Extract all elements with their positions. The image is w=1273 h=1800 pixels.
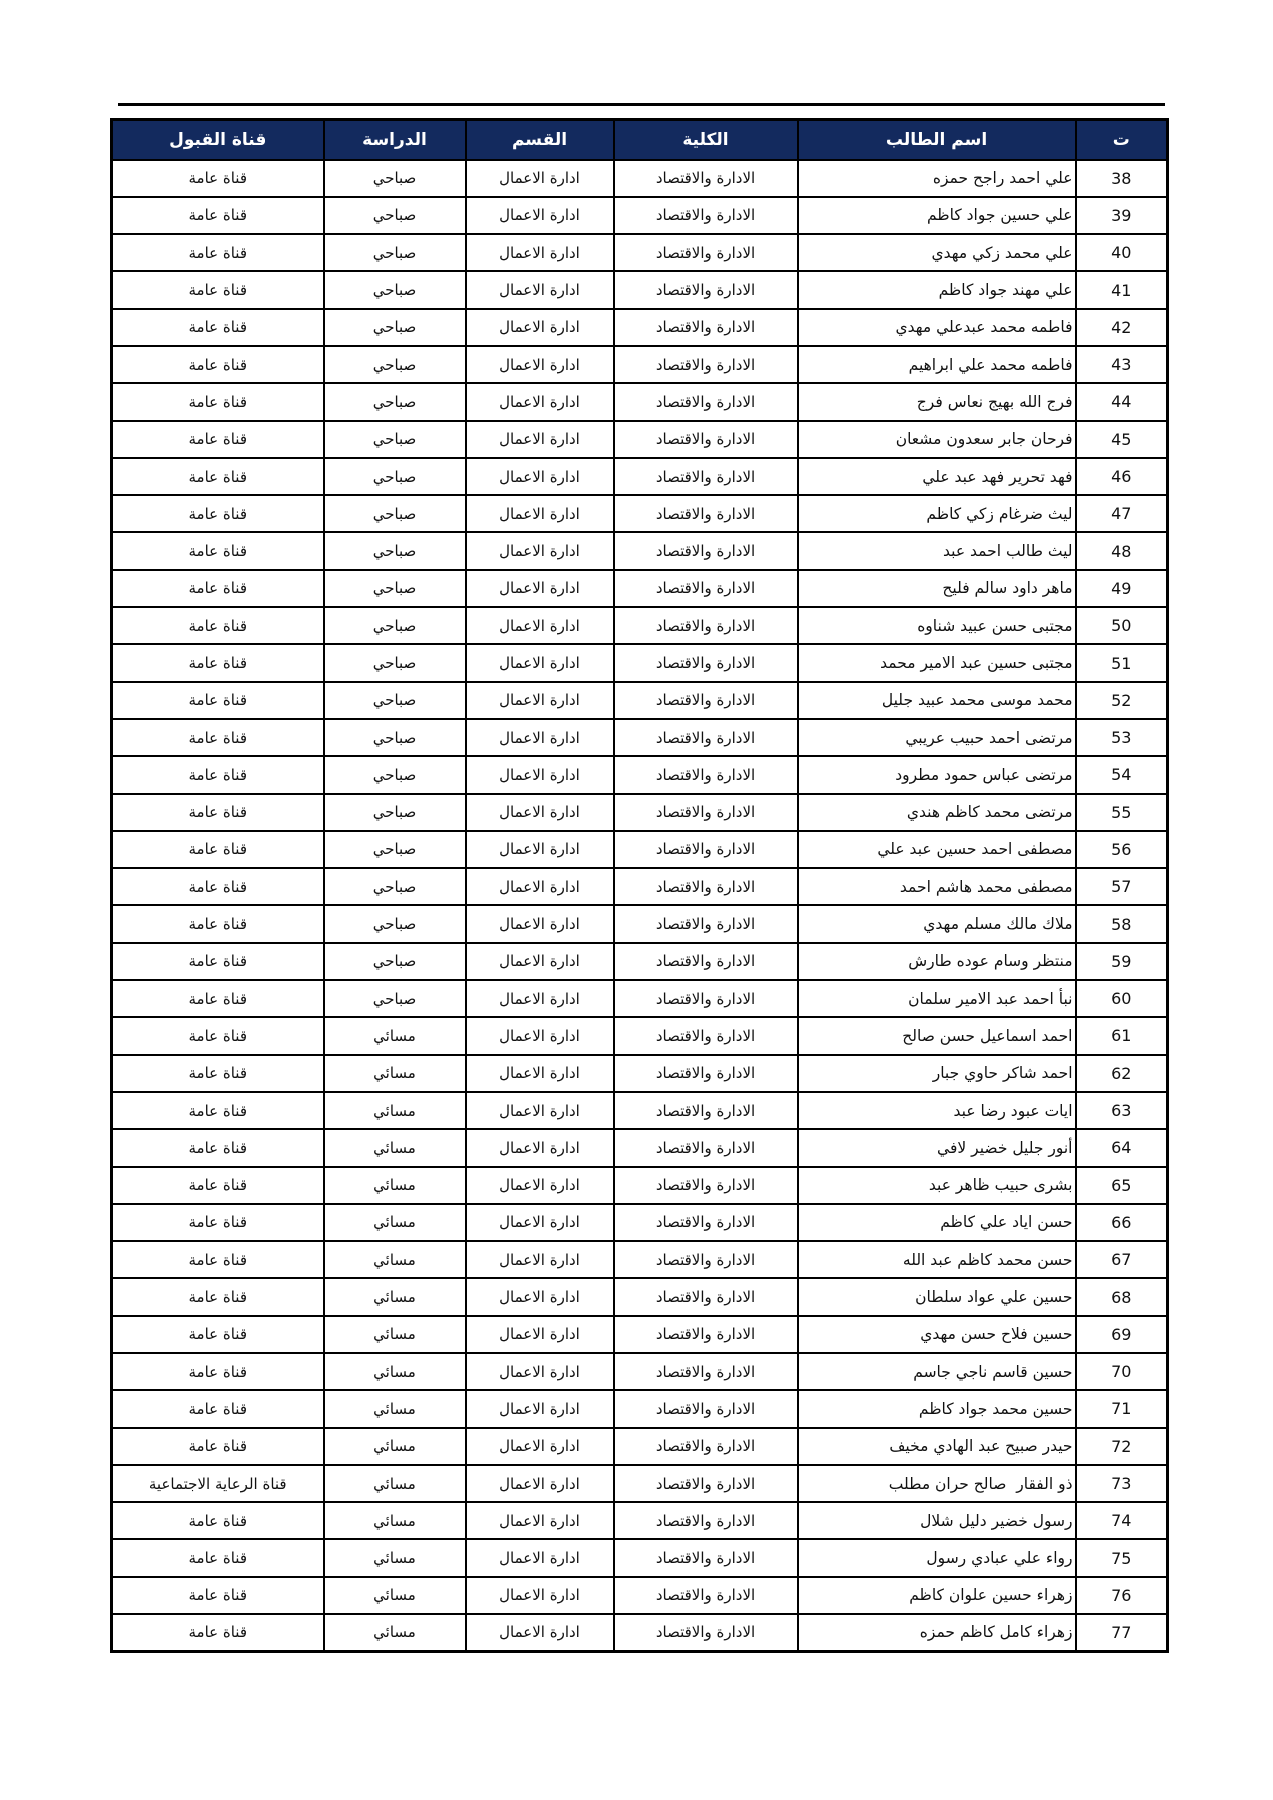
cell-channel: قناة عامة xyxy=(112,756,324,793)
cell-college: الادارة والاقتصاد xyxy=(614,1539,798,1576)
cell-study: صباحي xyxy=(324,271,466,308)
cell-dept: ادارة الاعمال xyxy=(466,1204,614,1241)
table-row xyxy=(112,234,1168,271)
cell-study: مسائي xyxy=(324,1092,466,1129)
cell-college: الادارة والاقتصاد xyxy=(614,532,798,569)
cell-channel: قناة عامة xyxy=(112,346,324,383)
cell-study: مسائي xyxy=(324,1204,466,1241)
cell-name: زهراء حسين علوان كاظم xyxy=(798,1577,1076,1614)
cell-college: الادارة والاقتصاد xyxy=(614,1316,798,1353)
cell-channel: قناة عامة xyxy=(112,1241,324,1278)
cell-college: الادارة والاقتصاد xyxy=(614,719,798,756)
cell-study: صباحي xyxy=(324,160,466,197)
cell-college: الادارة والاقتصاد xyxy=(614,644,798,681)
cell-no: 68 xyxy=(1076,1278,1168,1315)
cell-name: مجتبى حسين عبد الامير محمد xyxy=(798,644,1076,681)
cell-college: الادارة والاقتصاد xyxy=(614,309,798,346)
cell-name: احمد اسماعيل حسن صالح xyxy=(798,1017,1076,1054)
table-row xyxy=(112,421,1168,458)
cell-no: 67 xyxy=(1076,1241,1168,1278)
cell-no: 74 xyxy=(1076,1502,1168,1539)
cell-no: 45 xyxy=(1076,421,1168,458)
cell-channel: قناة عامة xyxy=(112,1055,324,1092)
table-row xyxy=(112,1092,1168,1129)
cell-no: 63 xyxy=(1076,1092,1168,1129)
cell-no: 44 xyxy=(1076,383,1168,420)
cell-dept: ادارة الاعمال xyxy=(466,1017,614,1054)
cell-dept: ادارة الاعمال xyxy=(466,980,614,1017)
table-row xyxy=(112,1241,1168,1278)
table-row xyxy=(112,1129,1168,1166)
cell-no: 64 xyxy=(1076,1129,1168,1166)
cell-study: صباحي xyxy=(324,570,466,607)
cell-no: 53 xyxy=(1076,719,1168,756)
table-row xyxy=(112,607,1168,644)
cell-dept: ادارة الاعمال xyxy=(466,1539,614,1576)
cell-college: الادارة والاقتصاد xyxy=(614,570,798,607)
cell-no: 72 xyxy=(1076,1428,1168,1465)
cell-channel: قناة عامة xyxy=(112,868,324,905)
cell-name: حسين قاسم ناجي جاسم xyxy=(798,1353,1076,1390)
cell-study: صباحي xyxy=(324,346,466,383)
cell-college: الادارة والاقتصاد xyxy=(614,1204,798,1241)
cell-college: الادارة والاقتصاد xyxy=(614,1353,798,1390)
header-cell-number: ت xyxy=(1076,120,1168,160)
cell-channel: قناة عامة xyxy=(112,458,324,495)
cell-name: فهد تحرير فهد عبد علي xyxy=(798,458,1076,495)
cell-study: صباحي xyxy=(324,421,466,458)
table-row xyxy=(112,1316,1168,1353)
table-row xyxy=(112,831,1168,868)
cell-no: 52 xyxy=(1076,682,1168,719)
cell-no: 48 xyxy=(1076,532,1168,569)
cell-study: صباحي xyxy=(324,644,466,681)
cell-study: مسائي xyxy=(324,1353,466,1390)
cell-dept: ادارة الاعمال xyxy=(466,1614,614,1651)
cell-college: الادارة والاقتصاد xyxy=(614,682,798,719)
cell-name: بشرى حبيب ظاهر عبد xyxy=(798,1167,1076,1204)
table-row xyxy=(112,943,1168,980)
cell-study: صباحي xyxy=(324,943,466,980)
cell-dept: ادارة الاعمال xyxy=(466,607,614,644)
cell-no: 66 xyxy=(1076,1204,1168,1241)
cell-study: صباحي xyxy=(324,905,466,942)
table-row xyxy=(112,160,1168,197)
cell-college: الادارة والاقتصاد xyxy=(614,1017,798,1054)
cell-study: صباحي xyxy=(324,383,466,420)
table-row xyxy=(112,1278,1168,1315)
students-table xyxy=(110,118,1169,1653)
cell-study: صباحي xyxy=(324,532,466,569)
table-row xyxy=(112,905,1168,942)
table-row xyxy=(112,570,1168,607)
cell-channel: قناة عامة xyxy=(112,1539,324,1576)
cell-study: مسائي xyxy=(324,1167,466,1204)
cell-college: الادارة والاقتصاد xyxy=(614,1614,798,1651)
cell-dept: ادارة الاعمال xyxy=(466,1241,614,1278)
cell-college: الادارة والاقتصاد xyxy=(614,831,798,868)
cell-study: مسائي xyxy=(324,1390,466,1427)
cell-name: أنور جليل خضير لافي xyxy=(798,1129,1076,1166)
cell-dept: ادارة الاعمال xyxy=(466,831,614,868)
cell-name: ماهر داود سالم فليح xyxy=(798,570,1076,607)
table-row xyxy=(112,1465,1168,1502)
cell-channel: قناة عامة xyxy=(112,682,324,719)
cell-college: الادارة والاقتصاد xyxy=(614,1129,798,1166)
table-row xyxy=(112,644,1168,681)
cell-no: 77 xyxy=(1076,1614,1168,1651)
cell-name: احمد شاكر حاوي جبار xyxy=(798,1055,1076,1092)
cell-study: صباحي xyxy=(324,980,466,1017)
cell-name: علي مهند جواد كاظم xyxy=(798,271,1076,308)
cell-name: حسن اياد علي كاظم xyxy=(798,1204,1076,1241)
cell-channel: قناة عامة xyxy=(112,980,324,1017)
cell-dept: ادارة الاعمال xyxy=(466,495,614,532)
cell-college: الادارة والاقتصاد xyxy=(614,234,798,271)
cell-college: الادارة والاقتصاد xyxy=(614,346,798,383)
cell-study: صباحي xyxy=(324,197,466,234)
header-cell-dept: القسم xyxy=(466,120,614,160)
cell-college: الادارة والاقتصاد xyxy=(614,1278,798,1315)
cell-channel: قناة عامة xyxy=(112,570,324,607)
cell-name: فرج الله بهيج نعاس فرج xyxy=(798,383,1076,420)
header-row xyxy=(112,120,1168,160)
cell-channel: قناة عامة xyxy=(112,1129,324,1166)
cell-name: مرتضى احمد حبيب عريبي xyxy=(798,719,1076,756)
cell-no: 42 xyxy=(1076,309,1168,346)
cell-channel: قناة عامة xyxy=(112,421,324,458)
cell-no: 50 xyxy=(1076,607,1168,644)
cell-dept: ادارة الاعمال xyxy=(466,383,614,420)
table-row xyxy=(112,346,1168,383)
cell-dept: ادارة الاعمال xyxy=(466,1465,614,1502)
cell-channel: قناة عامة xyxy=(112,495,324,532)
cell-study: مسائي xyxy=(324,1055,466,1092)
cell-dept: ادارة الاعمال xyxy=(466,756,614,793)
cell-channel: قناة عامة xyxy=(112,160,324,197)
cell-dept: ادارة الاعمال xyxy=(466,1278,614,1315)
cell-study: مسائي xyxy=(324,1129,466,1166)
cell-no: 39 xyxy=(1076,197,1168,234)
cell-college: الادارة والاقتصاد xyxy=(614,868,798,905)
cell-channel: قناة عامة xyxy=(112,383,324,420)
cell-name: حسين فلاح حسن مهدي xyxy=(798,1316,1076,1353)
table-row xyxy=(112,1502,1168,1539)
cell-no: 57 xyxy=(1076,868,1168,905)
table-row xyxy=(112,495,1168,532)
cell-no: 69 xyxy=(1076,1316,1168,1353)
cell-name: ايات عبود رضا عبد xyxy=(798,1092,1076,1129)
cell-dept: ادارة الاعمال xyxy=(466,1167,614,1204)
cell-college: الادارة والاقتصاد xyxy=(614,1577,798,1614)
cell-college: الادارة والاقتصاد xyxy=(614,1092,798,1129)
cell-dept: ادارة الاعمال xyxy=(466,1502,614,1539)
cell-dept: ادارة الاعمال xyxy=(466,1390,614,1427)
cell-college: الادارة والاقتصاد xyxy=(614,421,798,458)
cell-channel: قناة عامة xyxy=(112,1017,324,1054)
cell-channel: قناة الرعاية الاجتماعية xyxy=(112,1465,324,1502)
cell-channel: قناة عامة xyxy=(112,943,324,980)
cell-college: الادارة والاقتصاد xyxy=(614,1502,798,1539)
cell-no: 58 xyxy=(1076,905,1168,942)
cell-study: صباحي xyxy=(324,794,466,831)
cell-name: منتظر وسام عوده طارش xyxy=(798,943,1076,980)
cell-college: الادارة والاقتصاد xyxy=(614,905,798,942)
cell-name: نبأ احمد عبد الامير سلمان xyxy=(798,980,1076,1017)
cell-channel: قناة عامة xyxy=(112,1614,324,1651)
cell-channel: قناة عامة xyxy=(112,197,324,234)
table-row xyxy=(112,532,1168,569)
cell-study: صباحي xyxy=(324,458,466,495)
cell-dept: ادارة الاعمال xyxy=(466,644,614,681)
table-row xyxy=(112,1428,1168,1465)
cell-name: علي حسين جواد كاظم xyxy=(798,197,1076,234)
cell-channel: قناة عامة xyxy=(112,905,324,942)
cell-college: الادارة والاقتصاد xyxy=(614,794,798,831)
cell-study: مسائي xyxy=(324,1428,466,1465)
cell-channel: قناة عامة xyxy=(112,719,324,756)
cell-college: الادارة والاقتصاد xyxy=(614,383,798,420)
cell-dept: ادارة الاعمال xyxy=(466,421,614,458)
cell-name: فاطمه محمد عبدعلي مهدي xyxy=(798,309,1076,346)
cell-no: 38 xyxy=(1076,160,1168,197)
cell-no: 60 xyxy=(1076,980,1168,1017)
cell-name: مصطفى احمد حسين عبد علي xyxy=(798,831,1076,868)
cell-dept: ادارة الاعمال xyxy=(466,943,614,980)
cell-study: مسائي xyxy=(324,1241,466,1278)
cell-study: صباحي xyxy=(324,756,466,793)
cell-dept: ادارة الاعمال xyxy=(466,1577,614,1614)
cell-channel: قناة عامة xyxy=(112,1577,324,1614)
cell-no: 54 xyxy=(1076,756,1168,793)
cell-dept: ادارة الاعمال xyxy=(466,719,614,756)
table-row xyxy=(112,719,1168,756)
cell-study: صباحي xyxy=(324,607,466,644)
cell-name: فرحان جابر سعدون مشعان xyxy=(798,421,1076,458)
cell-dept: ادارة الاعمال xyxy=(466,1316,614,1353)
cell-study: مسائي xyxy=(324,1017,466,1054)
cell-channel: قناة عامة xyxy=(112,1278,324,1315)
table-row xyxy=(112,1577,1168,1614)
cell-college: الادارة والاقتصاد xyxy=(614,271,798,308)
cell-channel: قناة عامة xyxy=(112,831,324,868)
cell-channel: قناة عامة xyxy=(112,271,324,308)
cell-study: مسائي xyxy=(324,1465,466,1502)
cell-name: علي محمد زكي مهدي xyxy=(798,234,1076,271)
cell-college: الادارة والاقتصاد xyxy=(614,1428,798,1465)
cell-dept: ادارة الاعمال xyxy=(466,1428,614,1465)
table-row xyxy=(112,1539,1168,1576)
cell-college: الادارة والاقتصاد xyxy=(614,1465,798,1502)
table-row xyxy=(112,1614,1168,1651)
cell-study: صباحي xyxy=(324,309,466,346)
cell-study: صباحي xyxy=(324,719,466,756)
cell-no: 61 xyxy=(1076,1017,1168,1054)
cell-name: ليث طالب احمد عبد xyxy=(798,532,1076,569)
cell-name: حيدر صبيح عبد الهادي مخيف xyxy=(798,1428,1076,1465)
cell-no: 40 xyxy=(1076,234,1168,271)
cell-study: صباحي xyxy=(324,831,466,868)
cell-college: الادارة والاقتصاد xyxy=(614,607,798,644)
cell-no: 47 xyxy=(1076,495,1168,532)
cell-study: مسائي xyxy=(324,1614,466,1651)
header-cell-study: الدراسة xyxy=(324,120,466,160)
cell-dept: ادارة الاعمال xyxy=(466,309,614,346)
cell-study: صباحي xyxy=(324,868,466,905)
cell-no: 65 xyxy=(1076,1167,1168,1204)
cell-study: مسائي xyxy=(324,1539,466,1576)
cell-college: الادارة والاقتصاد xyxy=(614,980,798,1017)
cell-dept: ادارة الاعمال xyxy=(466,570,614,607)
cell-dept: ادارة الاعمال xyxy=(466,905,614,942)
cell-channel: قناة عامة xyxy=(112,234,324,271)
cell-study: مسائي xyxy=(324,1278,466,1315)
cell-study: صباحي xyxy=(324,495,466,532)
header-cell-name: اسم الطالب xyxy=(798,120,1076,160)
cell-dept: ادارة الاعمال xyxy=(466,271,614,308)
cell-no: 62 xyxy=(1076,1055,1168,1092)
cell-no: 55 xyxy=(1076,794,1168,831)
cell-no: 51 xyxy=(1076,644,1168,681)
cell-dept: ادارة الاعمال xyxy=(466,1092,614,1129)
cell-dept: ادارة الاعمال xyxy=(466,160,614,197)
cell-no: 76 xyxy=(1076,1577,1168,1614)
cell-dept: ادارة الاعمال xyxy=(466,794,614,831)
cell-name: مصطفى محمد هاشم احمد xyxy=(798,868,1076,905)
cell-dept: ادارة الاعمال xyxy=(466,1055,614,1092)
cell-channel: قناة عامة xyxy=(112,309,324,346)
cell-channel: قناة عامة xyxy=(112,1167,324,1204)
table-row xyxy=(112,868,1168,905)
cell-name: محمد موسى محمد عبيد جليل xyxy=(798,682,1076,719)
cell-no: 70 xyxy=(1076,1353,1168,1390)
cell-no: 56 xyxy=(1076,831,1168,868)
cell-dept: ادارة الاعمال xyxy=(466,682,614,719)
table-header xyxy=(112,120,1168,160)
cell-name: مرتضى محمد كاظم هندي xyxy=(798,794,1076,831)
cell-no: 49 xyxy=(1076,570,1168,607)
header-cell-channel: قناة القبول xyxy=(112,120,324,160)
cell-name: حسين محمد جواد كاظم xyxy=(798,1390,1076,1427)
cell-name: مجتبى حسن عبيد شناوه xyxy=(798,607,1076,644)
cell-no: 41 xyxy=(1076,271,1168,308)
cell-study: صباحي xyxy=(324,234,466,271)
table-row xyxy=(112,1204,1168,1241)
table-row xyxy=(112,1055,1168,1092)
cell-channel: قناة عامة xyxy=(112,1502,324,1539)
cell-channel: قناة عامة xyxy=(112,644,324,681)
table-row xyxy=(112,309,1168,346)
cell-no: 71 xyxy=(1076,1390,1168,1427)
table-body xyxy=(112,160,1168,1652)
cell-dept: ادارة الاعمال xyxy=(466,458,614,495)
cell-no: 73 xyxy=(1076,1465,1168,1502)
cell-channel: قناة عامة xyxy=(112,1428,324,1465)
cell-channel: قناة عامة xyxy=(112,532,324,569)
cell-college: الادارة والاقتصاد xyxy=(614,495,798,532)
cell-college: الادارة والاقتصاد xyxy=(614,1241,798,1278)
cell-no: 75 xyxy=(1076,1539,1168,1576)
cell-name: ليث ضرغام زكي كاظم xyxy=(798,495,1076,532)
table-row xyxy=(112,756,1168,793)
table-row xyxy=(112,458,1168,495)
cell-name: حسن محمد كاظم عبد الله xyxy=(798,1241,1076,1278)
cell-channel: قناة عامة xyxy=(112,1353,324,1390)
table-row xyxy=(112,1353,1168,1390)
cell-name: علي احمد راجح حمزه xyxy=(798,160,1076,197)
cell-name: رسول خضير دليل شلال xyxy=(798,1502,1076,1539)
cell-channel: قناة عامة xyxy=(112,1092,324,1129)
cell-no: 46 xyxy=(1076,458,1168,495)
top-rule-divider xyxy=(118,103,1165,106)
cell-channel: قناة عامة xyxy=(112,794,324,831)
cell-no: 59 xyxy=(1076,943,1168,980)
cell-name: رواء علي عبادي رسول xyxy=(798,1539,1076,1576)
table-row xyxy=(112,197,1168,234)
cell-dept: ادارة الاعمال xyxy=(466,1129,614,1166)
table-row xyxy=(112,383,1168,420)
table-row xyxy=(112,1390,1168,1427)
cell-channel: قناة عامة xyxy=(112,607,324,644)
cell-dept: ادارة الاعمال xyxy=(466,346,614,383)
table-row xyxy=(112,682,1168,719)
cell-name: مرتضى عباس حمود مطرود xyxy=(798,756,1076,793)
cell-channel: قناة عامة xyxy=(112,1204,324,1241)
table-row xyxy=(112,794,1168,831)
cell-college: الادارة والاقتصاد xyxy=(614,197,798,234)
cell-no: 43 xyxy=(1076,346,1168,383)
cell-name: زهراء كامل كاظم حمزه xyxy=(798,1614,1076,1651)
cell-name: حسين علي عواد سلطان xyxy=(798,1278,1076,1315)
cell-college: الادارة والاقتصاد xyxy=(614,756,798,793)
table-row xyxy=(112,1017,1168,1054)
table-row xyxy=(112,271,1168,308)
cell-study: صباحي xyxy=(324,682,466,719)
cell-dept: ادارة الاعمال xyxy=(466,532,614,569)
cell-study: مسائي xyxy=(324,1316,466,1353)
cell-dept: ادارة الاعمال xyxy=(466,197,614,234)
cell-dept: ادارة الاعمال xyxy=(466,868,614,905)
cell-study: مسائي xyxy=(324,1577,466,1614)
header-cell-college: الكلية xyxy=(614,120,798,160)
cell-name: فاطمه محمد علي ابراهيم xyxy=(798,346,1076,383)
cell-college: الادارة والاقتصاد xyxy=(614,1390,798,1427)
cell-name: ذو الفقار صالح حران مطلب xyxy=(798,1465,1076,1502)
table-row xyxy=(112,980,1168,1017)
table-row xyxy=(112,1167,1168,1204)
cell-study: مسائي xyxy=(324,1502,466,1539)
cell-name: ملاك مالك مسلم مهدي xyxy=(798,905,1076,942)
cell-dept: ادارة الاعمال xyxy=(466,1353,614,1390)
cell-channel: قناة عامة xyxy=(112,1316,324,1353)
cell-college: الادارة والاقتصاد xyxy=(614,943,798,980)
cell-channel: قناة عامة xyxy=(112,1390,324,1427)
cell-college: الادارة والاقتصاد xyxy=(614,160,798,197)
cell-college: الادارة والاقتصاد xyxy=(614,1055,798,1092)
cell-dept: ادارة الاعمال xyxy=(466,234,614,271)
cell-college: الادارة والاقتصاد xyxy=(614,458,798,495)
cell-college: الادارة والاقتصاد xyxy=(614,1167,798,1204)
